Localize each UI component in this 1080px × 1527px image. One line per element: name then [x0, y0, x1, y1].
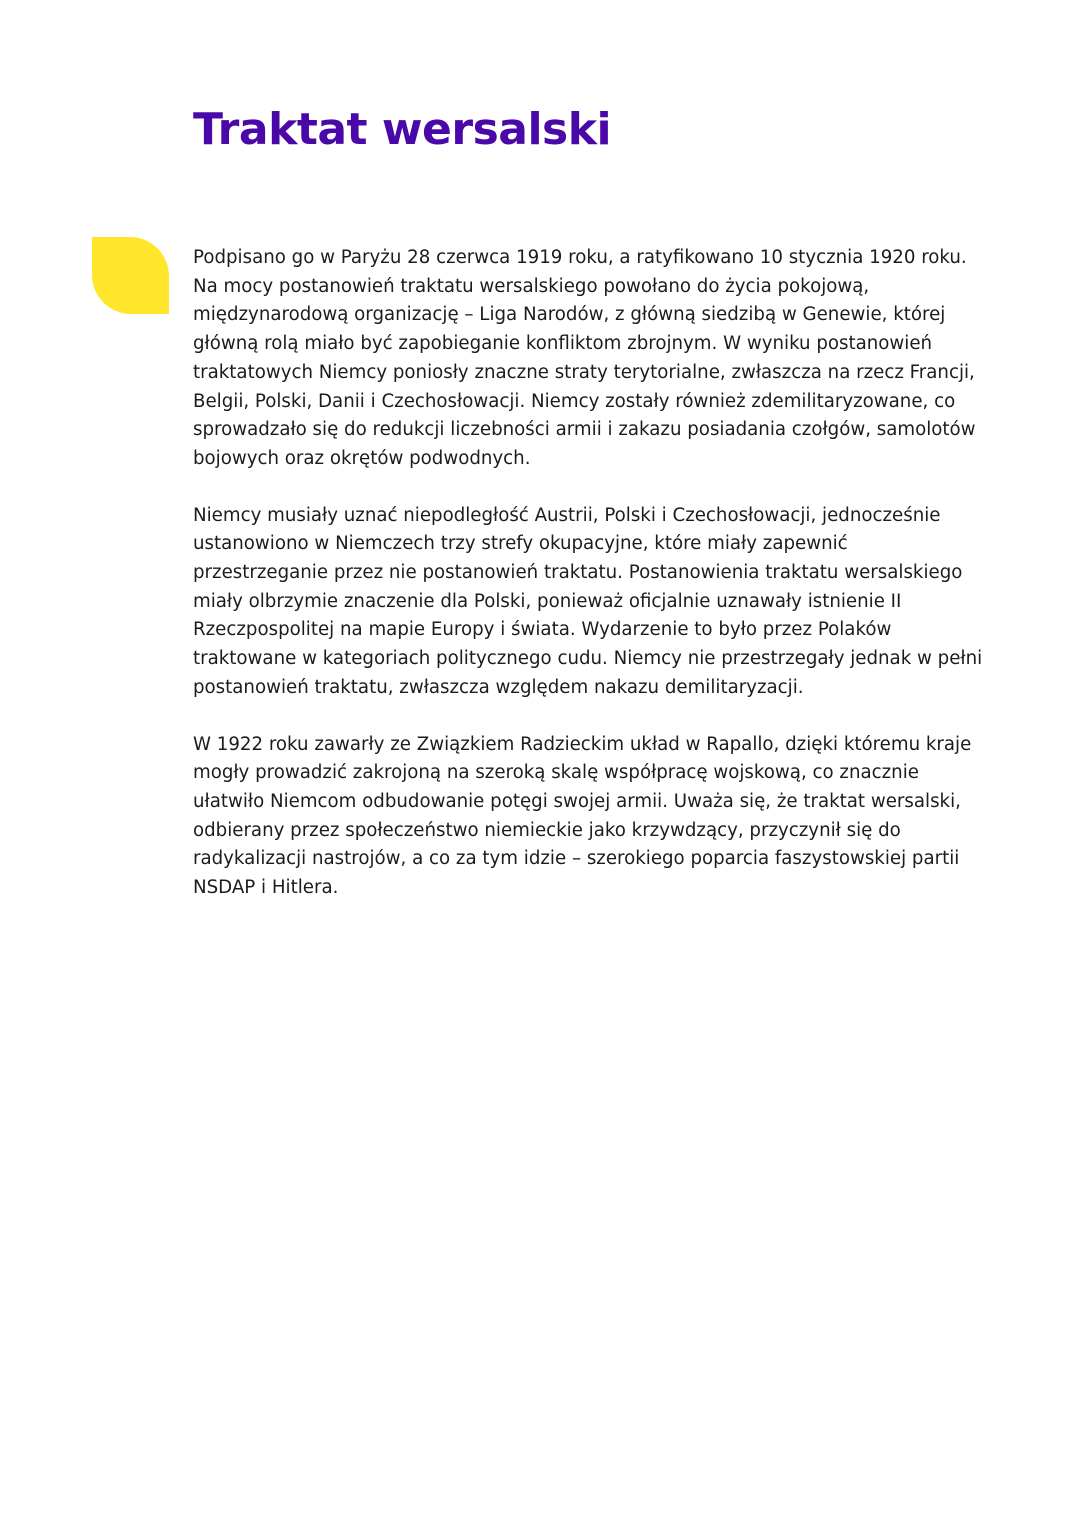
article-body [193, 244, 983, 931]
yellow-leaf-icon [92, 237, 169, 314]
paragraph-2: Niemcy musiały uznać niepodległość Austrii, Polski i Czechosłowacji, jednocześnie ustanowiono w Niemczech trzy strefy okupacyjne, które miały zapewnić przestrzeganie przez nie postanowień traktatu. Postanowienia traktatu wersalskiego miały olbrzymie znaczenie dla Polski, ponieważ oficjalnie uznawały istnienie II Rzeczpospolitej na mapie Europy i świata. Wydarzenie to było przez Polaków traktowane w kategoriach politycznego cudu. Niemcy nie przestrzegały jednak w pełni postanowień traktatu, zwłaszcza względem nakazu demilitaryzacji. [193, 504, 983, 698]
paragraph-3: W 1922 roku zawarły ze Związkiem Radzieckim układ w Rapallo, dzięki któremu kraje mogły prowadzić zakrojoną na szeroką skalę współpracę wojskową, co znacznie ułatwiło Niemcom odbudowanie potęgi swojej armii. Uważa się, że traktat wersalski, odbierany przez społeczeństwo niemieckie jako krzywdzący, przyczynił się do radykalizacji nastrojów, a co za tym idzie – szerokiego poparcia faszystowskiej partii NSDAP i Hitlera. [193, 733, 972, 899]
page-title: Traktat wersalski [193, 104, 612, 155]
paragraph-1: Podpisano go w Paryżu 28 czerwca 1919 roku, a ratyfikowano 10 stycznia 1920 roku. Na mocy postanowień traktatu wersalskiego powołano do życia pokojową, międzynarodową organizację – Liga Narodów, z główną siedzibą w Genewie, której główną rolą miało być zapobieganie konfliktom zbrojnym. W wyniku postanowień traktatowych Niemcy poniosły znaczne straty terytorialne, zwłaszcza na rzecz Francji, Belgii, Polski, Danii i Czechosłowacji. Niemcy zostały również zdemilitaryzowane, co sprowadzało się do redukcji liczebności armii i zakazu posiadania czołgów, samolotów bojowych oraz okrętów podwodnych. [193, 247, 976, 469]
leaf-shape [92, 237, 169, 314]
